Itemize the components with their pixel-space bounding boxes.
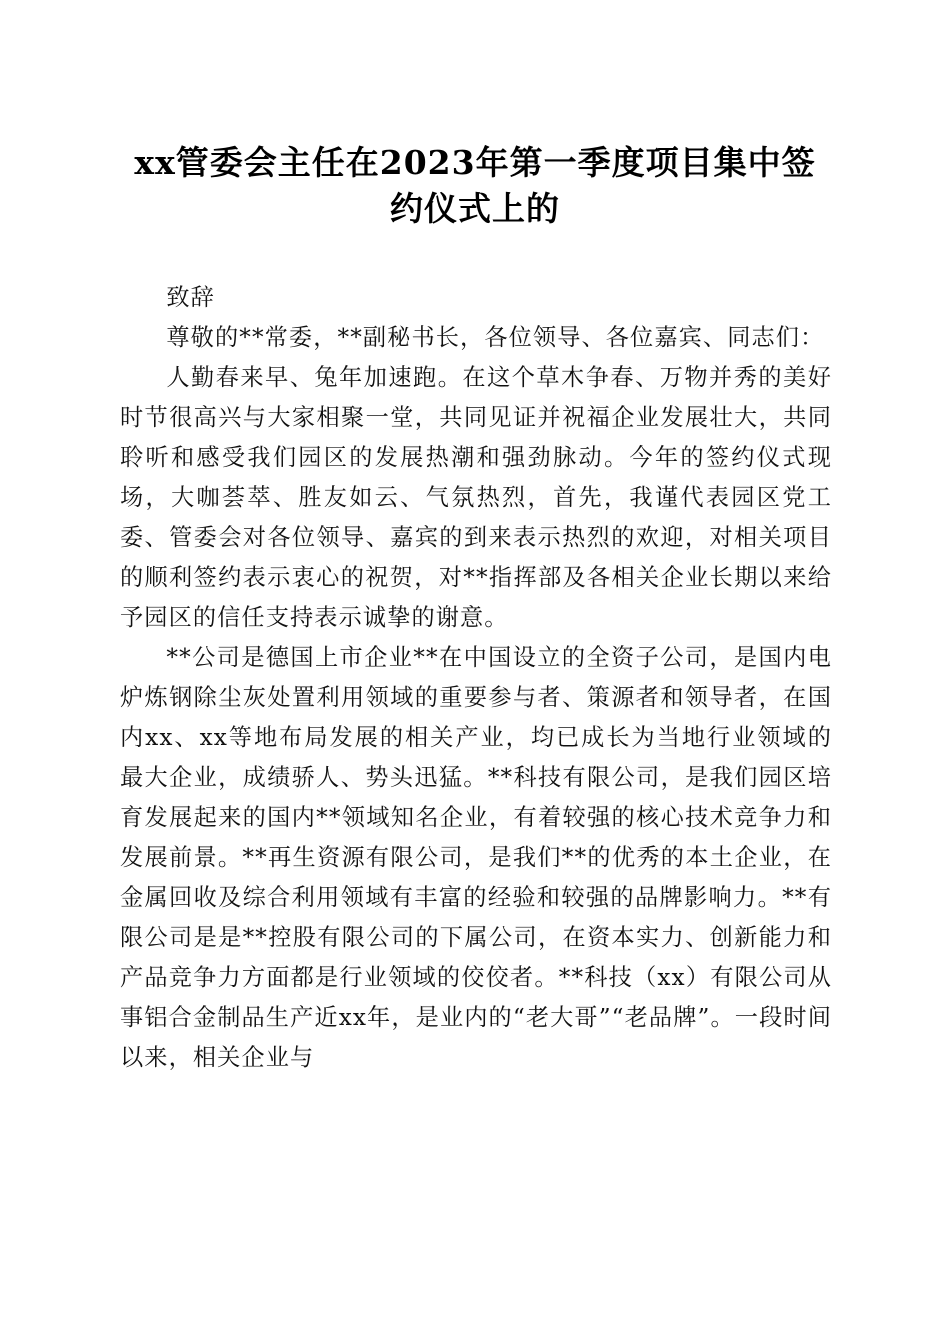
paragraph: **公司是德国上市企业**在中国设立的全资子公司，是国内电炉炼钢除尘灰处置利用领域的重要参与者、策源者和领导者，在国内xx、xx等地布局发展的相关产业，均已成长为当地行业领域的最大企业，成绩骄人、势头迅猛。**科技有限公司，是我们园区培育发展起来的国内**领域知名企业，有着较强的核心技术竞争力和发展前景。**再生资源有限公司，是我们**的优秀的本土企业，在金属回收及综合利用领域有丰富的经验和较强的品牌影响力。**有限公司是是**控股有限公司的下属公司，在资本实力、创新能力和产品竞争力方面都是行业领域的佼佼者。**科技（xx）有限公司从事铝合金制品生产近xx年，是业内的“老大哥”“老品牌”。一段时间以来，相关企业与 <box>120 644 832 1071</box>
document-body <box>120 278 832 1078</box>
title-line-1: xx管委会主任在2023年第一季度项目集中签 <box>134 143 816 182</box>
paragraph-salutation: 尊敬的**常委，**副秘书长，各位领导、各位嘉宾、同志们： <box>166 324 825 351</box>
paragraph: 人勤春来早、兔年加速跑。在这个草木争春、万物并秀的美好时节很高兴与大家相聚一堂，共同见证并祝福企业发展壮大，共同聆听和感受我们园区的发展热潮和强劲脉动。今年的签约仪式现场，大咖荟萃、胜友如云、气氛热烈，首先，我谨代表园区党工委、管委会对各位领导、嘉宾的到来表示热烈的欢迎，对相关项目的顺利签约表示衷心的祝贺，对**指挥部及各相关企业长期以来给予园区的信任支持表示诚挚的谢意。 <box>120 364 832 631</box>
paragraph-heading: 致辞 <box>166 284 215 311</box>
document-title <box>120 140 830 232</box>
title-line-2: 约仪式上的 <box>390 189 560 228</box>
